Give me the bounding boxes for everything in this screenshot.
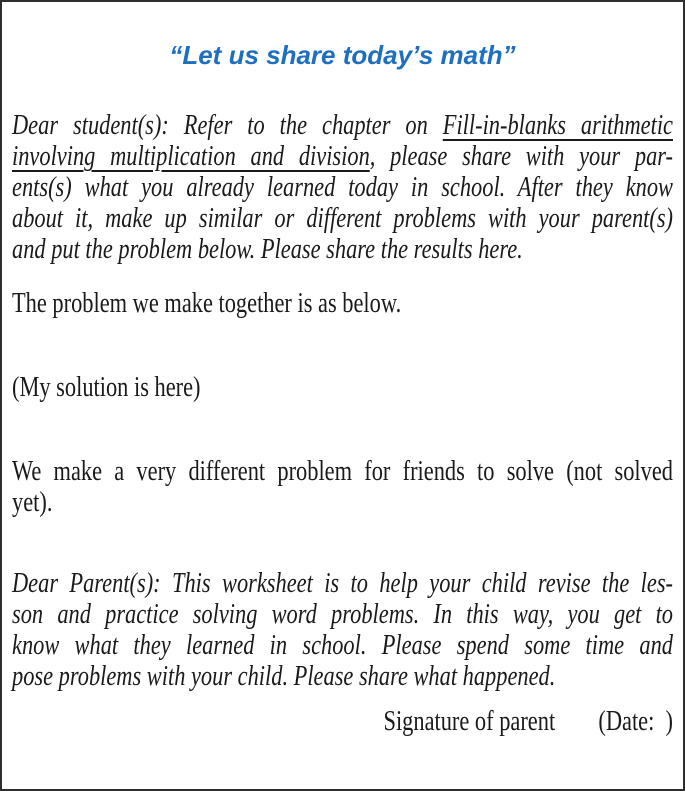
signature-label: Signature of parent bbox=[383, 706, 556, 737]
worksheet-title: “Let us share today’s math” bbox=[169, 40, 516, 70]
student-instructions-line-5: and put the problem below. Please share the results here. bbox=[12, 234, 523, 265]
solution-placeholder-line: (My solution is here) bbox=[12, 372, 201, 403]
date-label: (Date: ) bbox=[598, 706, 673, 737]
underlined-chapter-reference: Fill-in-blanks arithmetic bbox=[442, 110, 673, 141]
parent-instructions bbox=[12, 568, 673, 692]
instruction-text: Dear student(s): Refer to the chapter on bbox=[12, 110, 443, 141]
signature-line bbox=[12, 706, 679, 737]
problem-statement-line: The problem we make together is as below. bbox=[12, 288, 402, 319]
parent-instructions-line-3: know what they learned in school. Please spend some time and bbox=[12, 630, 673, 661]
friends-problem-line-1: We make a very different problem for friends to solve (not solved bbox=[12, 456, 673, 487]
student-instructions-line-1 bbox=[12, 110, 673, 141]
parent-instructions-line-1: Dear Parent(s): This worksheet is to help your child revise the les- bbox=[12, 568, 673, 599]
underlined-chapter-reference: involving multiplication and division bbox=[12, 141, 370, 172]
student-instructions-line-4: about it, make up similar or different problems with your parent(s) bbox=[12, 203, 673, 234]
student-instructions-line-2 bbox=[12, 141, 673, 172]
student-instructions bbox=[12, 110, 673, 265]
friends-problem-paragraph bbox=[12, 456, 673, 518]
student-instructions-line-3: ents(s) what you already learned today in school. After they know bbox=[12, 172, 673, 203]
parent-instructions-line-2: son and practice solving word problems. In this way, you get to bbox=[12, 599, 673, 630]
friends-problem-line-2: yet). bbox=[12, 487, 53, 518]
instruction-text: , please share with your par- bbox=[369, 141, 673, 172]
parent-instructions-line-4: pose problems with your child. Please share what happened. bbox=[12, 661, 556, 692]
